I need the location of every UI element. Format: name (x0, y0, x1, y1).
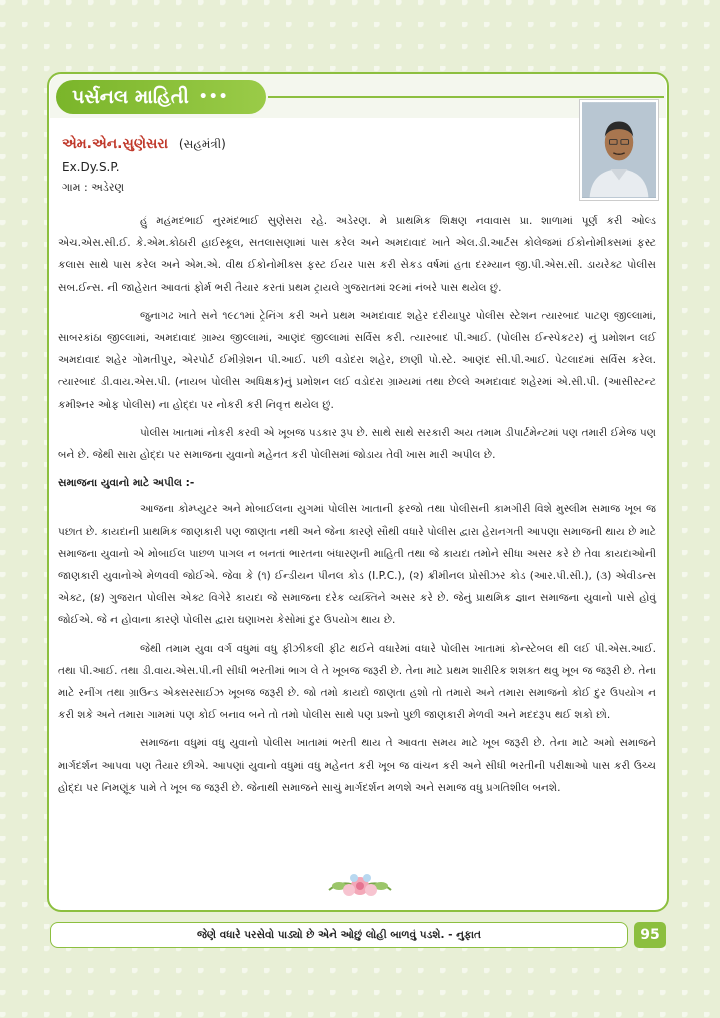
profile-name-text: એમ.એન.સુણેસરા (62, 136, 169, 152)
header-divider (268, 96, 664, 98)
flower-ornament-icon (325, 868, 395, 904)
section-title-text: પર્સનલ માહિતી (72, 86, 189, 108)
footer-quote (50, 922, 628, 948)
person-icon (582, 102, 656, 198)
appeal-heading: સમાજના યુવાનો માટે અપીલ :- (58, 477, 195, 490)
profile-rank: Ex.Dy.S.P. (62, 160, 120, 174)
appeal-paragraph-2: જેથી તમામ યુવા વર્ગ વધુમાં વધુ ફીઝીકલી ફીટ થઈને વધારેમાં વધારે પોલીસ ખાતામાં કોન્સ્ટેબલ થી લઈ પી.એસ.આઈ. તથા પી.આઈ. તથા ડી.વાય.એસ.પી.ની સીધી ભરતીમાં ભાગ લે તે ખૂબજ જરૂરી છે. તેના માટે પ્રથમ શારીરિક શશક્ત થવુ ખૂબ જ જરૂરી છે. તેના માટે રનીંગ તથા ગ્રાઉન્ડ એક્સરસાઈઝ ખૂબજ જરૂરી છે. જો તમો કાયદો જાણતા હશો તો તમારો અને તમારા સમાજનો કોઈ દુર ઉપયોગ ન કરી શકે અને તમારા ગામમાં પણ કોઈ બનાવ બને તો તમો પોલીસ સાથે પણ પ્રશ્નો પુછી જાણકારી મેળવી અને મદદરૂપ થઈ શકો છો. (58, 642, 656, 722)
footer-quote-text: જેણે વધારે પરસેવો પાડ્યો છે એને ઓછું લોહી બાળવું પડશે. - નુફાત (197, 928, 481, 941)
article-body (58, 210, 656, 805)
section-title (56, 80, 266, 114)
title-dots: ••• (198, 89, 229, 105)
paragraph-1: હું મહંમદભાઈ નુરમંદભાઈ સુણેસરા રહે. અડેરણ. મે પ્રાથમિક શિક્ષણ નવાવાસ પ્રા. શાળામાં પૂર્ણ કરી ઓલ્ડ એચ.એસ.સી.ઈ. કે.એમ.કોઠારી હાઈસ્કૂલ, સતલાસણામાં પાસ કરેલ અને અમદાવાદ ખાતે એલ.ડી.આર્ટસ કોલેજમાં ઈકોનોમીક્સમાં ફસ્ટ કલાસ સાથે પાસ કરેલ અને એમ.એ. વીથ ઈકોનોમીક્સ ફસ્ટ ઈયર પાસ કરી સેકડ વર્ષમાં હતા દરમ્યાન જી.પી.એસ.સી. ડાયરેક્ટ પોલીસ સબ.ઈન્સ. ની જાહેરાત આવતાં ફોર્મ ભરી તૈયાર કરતાં પ્રથમ ટ્રાયલે ગુજરાતમાં ૨૯માં નંબરે પાસ થયેલ છું. (58, 215, 656, 294)
appeal-paragraph-1: આજના કોમ્પ્યુટર અને મોબાઈલના યુગમાં પોલીસ ખાતાની ફરજો તથા પોલીસની કામગીરી વિશે મુસ્લીમ સમાજ ખૂબ જ પછાત છે. કાયદાની પ્રાથમિક જાણકારી પણ જાણતા નથી અને જેના કારણે સૌથી વધારે પોલીસ દ્વારા હેરાનગતી આપણા સમાજની થાય છે માટે સમાજના યુવાનો એ મોબાઈલ પાછળ પાગલ ન બનતાં ભારતના બંધારણની માહિતી તથા જે કાયદા તમોને સીધા અસર કરે છે તેવા કાયદાઓની જાણકારી યુવાનોએ મેળવવી જોઈએ. જેવા કે (૧) ઈન્ડીયન પીનલ કોડ (I.P.C.), (૨) ક્રીમીનલ પ્રોસીઝર કોડ (આર.પી.સી.), (૩) એવીડન્સ એક્ટ, (૪) ગુજરાત પોલીસ એક્ટ વિગેરે કાયદા જે સમાજના દરેક વ્યક્તિને અસર કરે છે. જેનું પ્રાથમિક જ્ઞાન સમાજના યુવાનો પાસે હોવું જોઈએ. જે ન હોવાના કારણે પોલીસ દ્વારા ઘણાખરા કેસોમાં દુર ઉપયોગ થાય છે. (58, 503, 656, 627)
page-number: 95 (634, 922, 666, 948)
profile-photo (580, 100, 658, 200)
paragraph-2: જુનાગઢ ખાતે સને ૧૯૮૧માં ટ્રેનિંગ કરી અને પ્રથમ અમદાવાદ શહેર દરીયાપુર પોલીસ સ્ટેશન ત્યારબાદ પાટણ જીલ્લામાં, સાબરકાંઠા જીલ્લામાં, અમદાવાદ ગ્રામ્ય જીલ્લામાં, આણંદ જીલ્લામાં સર્વિસ કરી. ત્યારબાદ પી.આઈ. (પોલીસ ઈન્સ્પેકટર) નું પ્રમોશન લઈ અમદાવાદ શહેર ગોમતીપુર, એરપોર્ટ ઈમીગ્રેશન પી.આઈ. પછી વડોદરા શહેર, છાણી પો.સ્ટે. આણંદ સી.પી.આઈ. પેટલાદમાં સર્વિસ કરેલ. ત્યારબાદ ડી.વાય.એસ.પી. (નાયબ પોલીસ અધિક્ષક)નું પ્રમોશન લઈ વડોદરા ગ્રામ્યમાં તથા છેલ્લે અમદાવાદ શહેરમાં એ.સી.પી. (આસીસ્ટન્ટ કમીશ્નર ઓફ પોલીસ) ના હોદ્દા પર નોકરી કરી નિવૃત્ત થયેલ છું. (58, 309, 656, 411)
profile-village: ગામ : અડેરણ (62, 181, 125, 194)
profile-name (62, 136, 226, 152)
paragraph-3: પોલીસ ખાતામાં નોકરી કરવી એ ખૂબજ પડકાર રૂપ છે. સાથે સાથે સરકારી અય તમામ ડીપાર્ટમેન્ટમાં પણ તમારી ઈમેજ પણ બને છે. જેથી સારા હોદ્દા પર સમાજના યુવાનો મહેનત કરી પોલીસમાં જોડાય તેવી ખાસ મારી અપીલ છે. (58, 426, 656, 462)
profile-role: (સહમંત્રી) (178, 137, 226, 151)
appeal-paragraph-3: સમાજના વધુમાં વધુ યુવાનો પોલીસ ખાતામાં ભરતી થાય તે આવતા સમય માટે ખૂબ જરૂરી છે. તેના માટે અમો સમાજને માર્ગદર્શન આપવા પણ તૈયાર છીએ. આપણાં યુવાનો વધુમાં વધુ મહેનત કરી ખૂબ જ વાંચન કરી અને સીધી ભરતીની પરીક્ષાઓ પાસ કરી ઉચ્ચ હોદ્દા પર નિમણૂંક પામે તે ખૂબ જ જરૂરી છે. જેનાથી સમાજને સાચું માર્ગદર્શન મળશે અને સમાજ વધુ પ્રગતિશીલ બનશે. (58, 737, 656, 794)
